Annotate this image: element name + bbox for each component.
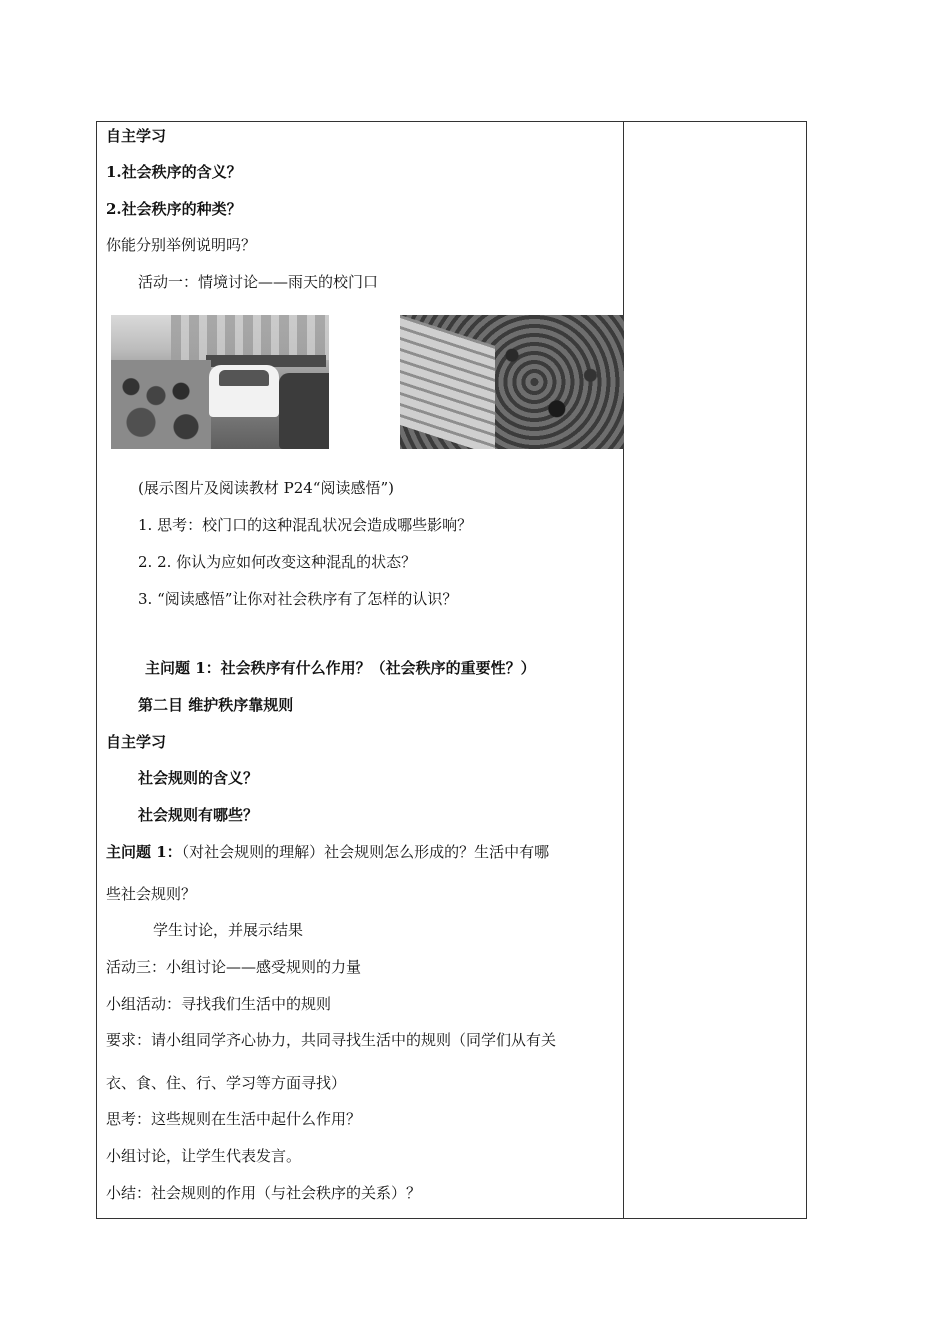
show-pictures-note: (展示图片及阅读教材 P24“阅读感悟”)	[138, 479, 394, 497]
requirement-continued: 衣、食、住、行、学习等方面寻找）	[106, 1074, 347, 1092]
umbrella-crowd-photo	[400, 315, 624, 449]
question-order-meaning: 1.社会秩序的含义？	[106, 163, 242, 181]
main-question-continued: 些社会规则？	[106, 885, 197, 903]
school-gate-photo	[111, 315, 329, 449]
requirement: 要求：请小组同学齐心协力，共同寻找生活中的规则（同学们从有关	[106, 1031, 557, 1049]
prompt-examples: 你能分别举例说明吗？	[106, 236, 257, 254]
question-rule-meaning: 社会规则的含义？	[138, 769, 259, 787]
main-question-text: （对社会规则的理解）社会规则怎么形成的？生活中有哪	[181, 843, 550, 861]
summary: 小结：社会规则的作用（与社会秩序的关系）？	[106, 1184, 422, 1202]
think-question-3: 3. “阅读感悟”让你对社会秩序有了怎样的认识？	[138, 590, 458, 608]
activity-one: 活动一：情境讨论——雨天的校门口	[138, 273, 379, 291]
think-question-1: 1. 思考：校门口的这种混乱状况会造成哪些影响？	[138, 516, 473, 534]
question-rule-kinds: 社会规则有哪些？	[138, 806, 259, 824]
student-discussion: 学生讨论，并展示结果	[153, 921, 304, 939]
main-question-rules	[106, 842, 549, 862]
lesson-table	[96, 121, 807, 1219]
heading-self-study-2: 自主学习	[106, 733, 167, 751]
question-order-types: 2.社会秩序的种类？	[106, 200, 242, 218]
think-rules-role: 思考：这些规则在生活中起什么作用？	[106, 1110, 362, 1128]
main-question-order-role: 主问题 1：社会秩序有什么作用？（社会秩序的重要性？）	[145, 659, 536, 677]
section-two-title: 第二目 维护秩序靠规则	[138, 696, 294, 714]
group-discussion-note: 小组讨论，让学生代表发言。	[106, 1147, 302, 1165]
main-question-label: 主问题 1：	[106, 843, 182, 861]
heading-self-study: 自主学习	[106, 127, 167, 145]
group-activity: 小组活动：寻找我们生活中的规则	[106, 995, 332, 1013]
think-question-2: 2. 2. 你认为应如何改变这种混乱的状态？	[138, 553, 417, 571]
column-divider	[623, 122, 624, 1218]
activity-three: 活动三：小组讨论——感受规则的力量	[106, 958, 362, 976]
